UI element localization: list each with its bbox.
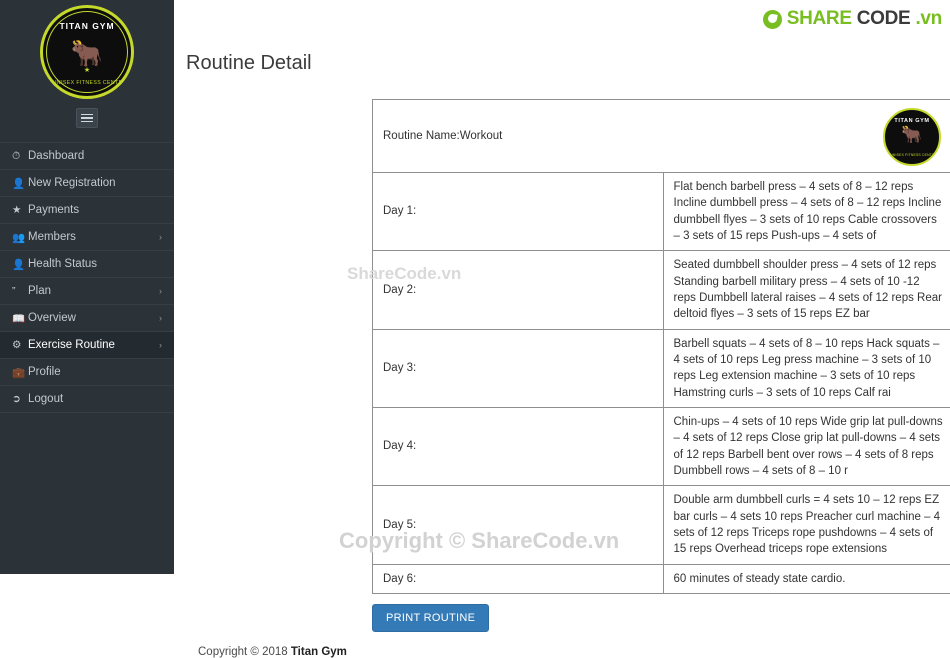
main-content xyxy=(174,0,950,574)
chevron-right-icon: › xyxy=(159,286,162,296)
routine-header-cell xyxy=(373,100,950,173)
day-description: 60 minutes of steady state cardio. xyxy=(663,564,950,593)
routine-header-row xyxy=(373,100,950,173)
chevron-right-icon: › xyxy=(159,232,162,242)
day-label: Day 4: xyxy=(373,407,664,485)
logout-icon: ➲ xyxy=(12,393,28,405)
day-description: Seated dumbbell shoulder press – 4 sets of 12 reps Standing barbell military press – 4 sets of 10 -12 reps Dumbbell lateral raises – 4 sets of 12 reps Rear deltoid flyes – 3 sets of 15 reps EZ bar xyxy=(663,251,950,329)
day-description: Barbell squats – 4 sets of 8 – 10 reps Hack squats – 4 sets of 10 reps Leg press machine – 3 sets of 10 reps Leg extension machine – 3 sets of 10 reps Hamstring curls – 3 sets of 10 reps Calf rai xyxy=(663,329,950,407)
briefcase-icon: 💼 xyxy=(12,366,28,379)
sidebar-item-label: Overview xyxy=(28,312,159,324)
sidebar-item-plan[interactable] xyxy=(0,278,174,305)
sidebar-item-logout[interactable] xyxy=(0,386,174,413)
hamburger-icon[interactable] xyxy=(76,108,98,128)
routine-name-label: Routine Name:Workout xyxy=(383,130,502,142)
print-routine-button[interactable]: PRINT ROUTINE xyxy=(372,604,489,632)
copyright-prefix: Copyright © 2018 xyxy=(198,646,291,658)
logo-top-text: TITAN GYM xyxy=(43,21,131,31)
day-description: Double arm dumbbell curls = 4 sets 10 – 12 reps EZ bar curls – 4 sets 10 reps Preacher curl machine – 4 sets of 12 reps Triceps rope pushdowns – 4 sets of 15 reps Overhead triceps rope extensions xyxy=(663,486,950,564)
day-description: Chin-ups – 4 sets of 10 reps Wide grip lat pull-downs – 4 sets of 12 reps Close grip lat pull-downs – 4 sets of 12 reps Barbell bent over rows – 4 sets of 8 reps Dumbbell rows – 4 sets of 8 – 10 r xyxy=(663,407,950,485)
sidebar-item-label: Logout xyxy=(28,393,162,405)
day-description: Flat bench barbell press – 4 sets of 8 – 12 reps Incline dumbbell press – 4 sets of 8 – 12 reps Incline dumbbell flyes – 3 sets of 10 reps Cable crossovers – 3 sets of 15 reps Push-ups – 4 sets of xyxy=(663,173,950,251)
sidebar-item-profile[interactable] xyxy=(0,359,174,386)
sidebar-item-label: Payments xyxy=(28,204,162,216)
copyright-brand: Titan Gym xyxy=(291,646,347,658)
table-row xyxy=(373,407,950,485)
titan-gym-logo-icon xyxy=(40,5,134,99)
sidebar-item-members[interactable] xyxy=(0,224,174,251)
logo-top-text: TITAN GYM xyxy=(885,118,939,126)
brand-part-share: SHARE xyxy=(787,8,852,30)
day-label: Day 2: xyxy=(373,251,664,329)
day-label: Day 3: xyxy=(373,329,664,407)
sidebar-item-label: Exercise Routine xyxy=(28,339,159,351)
sidebar-nav xyxy=(0,142,174,413)
sharecode-logo xyxy=(763,8,942,30)
sidebar-item-label: New Registration xyxy=(28,177,162,189)
sidebar-item-label: Dashboard xyxy=(28,150,162,162)
logo-bottom-text: A UNISEX FITNESS CENTRE xyxy=(43,80,131,86)
bull-head-icon: 🐂 xyxy=(71,40,103,66)
sidebar-item-dashboard[interactable] xyxy=(0,143,174,170)
footer-copyright xyxy=(198,646,950,658)
dashboard-icon: ⏱ xyxy=(12,150,28,163)
day-label: Day 1: xyxy=(373,173,664,251)
brand-part-code: CODE xyxy=(857,8,911,30)
titan-gym-logo-icon xyxy=(883,108,941,166)
sidebar-item-health-status[interactable] xyxy=(0,251,174,278)
users-icon: 👥 xyxy=(12,231,28,244)
chevron-right-icon: › xyxy=(159,313,162,323)
table-row xyxy=(373,486,950,564)
sidebar-item-label: Members xyxy=(28,231,159,243)
user-plus-icon: 👤 xyxy=(12,177,28,190)
watermark-small: ShareCode.vn xyxy=(347,264,461,284)
topbar xyxy=(174,0,950,38)
sidebar-item-exercise-routine[interactable] xyxy=(0,332,174,359)
book-icon: 📖 xyxy=(12,312,28,325)
sharecode-leaf-icon xyxy=(763,10,782,29)
menu-toggle-row xyxy=(0,104,174,142)
table-row xyxy=(373,251,950,329)
table-row xyxy=(373,329,950,407)
logo-bottom-text: A UNISEX FITNESS CENTRE xyxy=(885,153,939,158)
star-icon: ★ xyxy=(12,204,28,216)
bull-head-icon: 🐂 xyxy=(885,126,939,143)
chevron-right-icon: › xyxy=(159,340,162,350)
page-title: Routine Detail xyxy=(174,38,950,75)
day-label: Day 5: xyxy=(373,486,664,564)
sidebar-item-label: Profile xyxy=(28,366,162,378)
table-row xyxy=(373,173,950,251)
gear-icon: ⚙ xyxy=(12,339,28,351)
sidebar-item-overview[interactable] xyxy=(0,305,174,332)
routine-content xyxy=(174,75,950,658)
sidebar-item-payments[interactable] xyxy=(0,197,174,224)
brand-part-vn: .vn xyxy=(915,8,942,30)
routine-table xyxy=(372,99,950,594)
sidebar-item-new-registration[interactable] xyxy=(0,170,174,197)
table-row xyxy=(373,564,950,593)
star-icon: ★ xyxy=(84,66,90,74)
quote-icon: ” xyxy=(12,285,28,297)
sidebar-item-label: Health Status xyxy=(28,258,162,270)
user-check-icon: 👤 xyxy=(12,258,28,271)
sidebar xyxy=(0,0,174,574)
sidebar-logo xyxy=(0,0,174,104)
day-label: Day 6: xyxy=(373,564,664,593)
sidebar-item-label: Plan xyxy=(28,285,159,297)
watermark-big: Copyright © ShareCode.vn xyxy=(339,528,619,554)
